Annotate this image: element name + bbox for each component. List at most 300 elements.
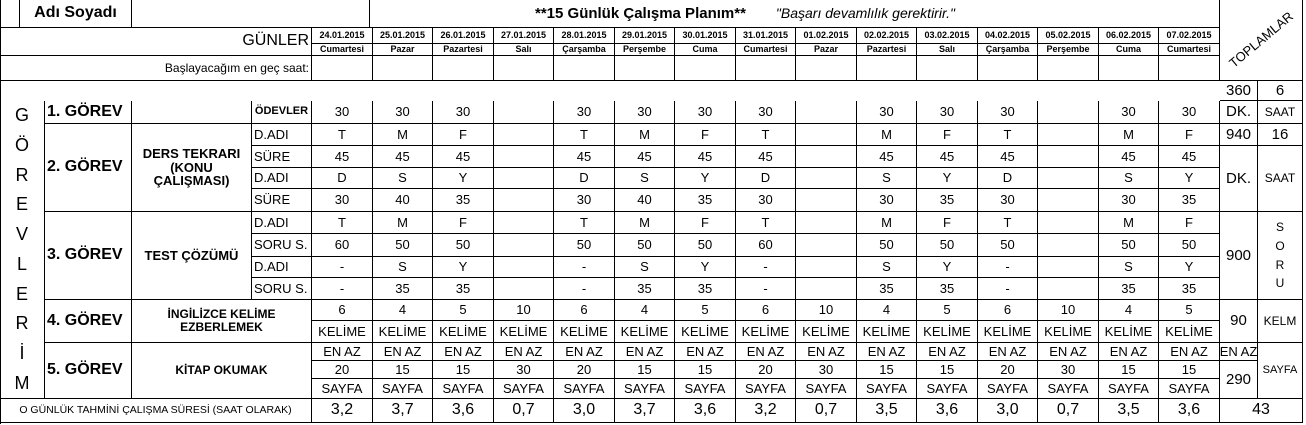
task2-value[interactable]: F [917, 124, 978, 146]
footer-value: 3,6 [917, 399, 978, 423]
task5-value[interactable]: 15 [1159, 361, 1220, 379]
task3-value[interactable] [1038, 212, 1099, 234]
side-letter: V [15, 224, 28, 245]
task2-value[interactable] [796, 189, 857, 212]
task5-prefix: EN AZ [554, 343, 615, 361]
task5-value[interactable]: 20 [312, 361, 373, 379]
task2-value[interactable]: 40 [615, 189, 675, 212]
task5-total-prefix: EN AZ [1220, 343, 1258, 361]
task2-value[interactable]: 45 [978, 146, 1038, 168]
start-time-input[interactable] [615, 56, 675, 81]
day-date: 24.01.2015 [312, 28, 373, 44]
task3-value[interactable]: S [857, 257, 917, 278]
task3-row-label: SORU S. [252, 234, 312, 257]
task3-value[interactable]: 60 [736, 234, 796, 257]
task5-unit: SAYFA [978, 379, 1038, 399]
task4-value[interactable]: 10 [1038, 300, 1099, 321]
start-time-input[interactable] [554, 56, 615, 81]
task2-name: 2. GÖREV [45, 124, 132, 212]
task5-prefix: EN AZ [1159, 343, 1220, 361]
task2-value[interactable]: 45 [736, 146, 796, 168]
day-name: Salı [917, 44, 978, 56]
task5-value[interactable]: 30 [1038, 361, 1099, 379]
task2-value[interactable]: M [1099, 124, 1159, 146]
task1-value[interactable]: 30 [1159, 101, 1220, 124]
task1-title-empty [132, 101, 252, 124]
task3-value[interactable] [1038, 257, 1099, 278]
task4-value[interactable]: 10 [796, 300, 857, 321]
start-time-input[interactable] [433, 56, 494, 81]
task3-value[interactable]: F [1159, 212, 1220, 234]
task5-prefix: EN AZ [917, 343, 978, 361]
task4-value[interactable]: 6 [736, 300, 796, 321]
task3-unit-letter: O [1275, 238, 1285, 253]
task3-value[interactable]: 50 [857, 234, 917, 257]
task2-value[interactable]: 30 [312, 189, 373, 212]
day-date: 31.01.2015 [736, 28, 796, 44]
task5-unit: SAYFA [433, 379, 494, 399]
totals-label: TOPLAMLAR [1225, 8, 1296, 71]
task3-name: 3. GÖREV [45, 212, 132, 300]
footer-value: 3,2 [312, 399, 373, 423]
task2-value[interactable] [494, 189, 554, 212]
task3-row-label: SORU S. [252, 278, 312, 300]
day-name: Perşembe [1038, 44, 1099, 56]
task2-value[interactable]: 45 [1159, 146, 1220, 168]
task3-value[interactable]: S [373, 257, 433, 278]
start-time-input[interactable] [312, 56, 373, 81]
name-input-cell[interactable] [132, 0, 370, 28]
task3-value[interactable]: T [554, 212, 615, 234]
task4-value[interactable]: 4 [857, 300, 917, 321]
task3-value[interactable]: - [312, 278, 373, 300]
start-time-input[interactable] [1099, 56, 1159, 81]
task1-hours-unit: SAAT [1258, 101, 1303, 124]
task1-value[interactable] [796, 101, 857, 124]
task4-unit: KELİME [615, 321, 675, 343]
task4-value[interactable]: 5 [1159, 300, 1220, 321]
task2-value[interactable]: 30 [857, 189, 917, 212]
task3-value[interactable]: 60 [312, 234, 373, 257]
task4-value[interactable]: 5 [917, 300, 978, 321]
day-name: Pazartesi [433, 44, 494, 56]
side-letter: Ö [14, 135, 29, 156]
task2-value[interactable]: 45 [312, 146, 373, 168]
task5-value[interactable]: 20 [978, 361, 1038, 379]
task3-value[interactable]: 35 [675, 278, 736, 300]
task5-total: 290 [1220, 361, 1258, 399]
task5-name: 5. GÖREV [45, 343, 132, 399]
plan-title-row [370, 0, 1220, 28]
task2-value[interactable]: 35 [675, 189, 736, 212]
task3-value[interactable]: Y [675, 257, 736, 278]
task3-value[interactable]: M [373, 212, 433, 234]
task2-value[interactable]: D [312, 168, 373, 189]
task2-value[interactable]: 30 [736, 189, 796, 212]
task3-value[interactable] [1038, 234, 1099, 257]
task1-name: 1. GÖREV [45, 101, 132, 124]
task2-value[interactable]: D [736, 168, 796, 189]
task3-value[interactable]: T [736, 212, 796, 234]
start-time-label: Başlayacağım en geç saat: [0, 56, 312, 81]
task2-row-label: D.ADI [252, 168, 312, 189]
day-name: Cumartesi [1159, 44, 1220, 56]
task2-value[interactable]: 45 [615, 146, 675, 168]
task4-total-unit: KELM [1258, 300, 1303, 343]
task5-prefix: EN AZ [615, 343, 675, 361]
task3-value[interactable]: S [1099, 257, 1159, 278]
task2-value[interactable] [494, 124, 554, 146]
task2-value[interactable]: F [433, 124, 494, 146]
day-name: Çarşamba [554, 44, 615, 56]
task3-value[interactable]: - [978, 278, 1038, 300]
task5-unit: SAYFA [494, 379, 554, 399]
task4-value[interactable]: 10 [494, 300, 554, 321]
day-name: Pazar [373, 44, 433, 56]
task4-unit: KELİME [675, 321, 736, 343]
task4-unit: KELİME [1099, 321, 1159, 343]
gunler-label: GÜNLER [0, 28, 312, 56]
day-date: 06.02.2015 [1099, 28, 1159, 44]
footer-value: 3,5 [1099, 399, 1159, 423]
task2-value[interactable]: T [978, 124, 1038, 146]
task5-unit: SAYFA [615, 379, 675, 399]
task2-value[interactable]: M [615, 124, 675, 146]
task3-value[interactable]: 35 [373, 278, 433, 300]
footer-total: 43 [1220, 399, 1303, 423]
day-date: 26.01.2015 [433, 28, 494, 44]
task5-unit: SAYFA [1038, 379, 1099, 399]
task2-value[interactable] [796, 146, 857, 168]
day-name: Cumartesi [312, 44, 373, 56]
footer-value: 3,7 [373, 399, 433, 423]
task5-prefix: EN AZ [1099, 343, 1159, 361]
footer-value: 3,6 [433, 399, 494, 423]
task4-unit: KELİME [433, 321, 494, 343]
start-time-input[interactable] [1038, 56, 1099, 81]
task2-value[interactable]: S [615, 168, 675, 189]
task2-value[interactable] [1038, 124, 1099, 146]
day-name: Cumartesi [736, 44, 796, 56]
footer-value: 3,2 [736, 399, 796, 423]
task4-value[interactable]: 6 [554, 300, 615, 321]
side-letter: E [15, 283, 28, 304]
task5-unit: SAYFA [917, 379, 978, 399]
task2-value[interactable] [494, 168, 554, 189]
task3-value[interactable] [796, 278, 857, 300]
task3-row-label: D.ADI [252, 212, 312, 234]
task5-value[interactable]: 15 [917, 361, 978, 379]
task2-value[interactable]: S [857, 168, 917, 189]
task3-title: TEST ÇÖZÜMÜ [132, 212, 252, 300]
task2-value[interactable] [1038, 189, 1099, 212]
totals-header [1220, 0, 1303, 81]
task2-total-hours: 16 [1258, 124, 1303, 146]
task4-value[interactable]: 4 [615, 300, 675, 321]
task3-value[interactable]: 35 [615, 278, 675, 300]
task4-unit: KELİME [554, 321, 615, 343]
task3-value[interactable] [494, 278, 554, 300]
task3-value[interactable]: - [736, 257, 796, 278]
start-time-input[interactable] [917, 56, 978, 81]
task3-value[interactable]: T [978, 212, 1038, 234]
day-date: 28.01.2015 [554, 28, 615, 44]
task3-unit-letter: U [1275, 276, 1285, 291]
task2-value[interactable]: 35 [433, 189, 494, 212]
task3-value[interactable]: F [917, 212, 978, 234]
day-date: 02.02.2015 [857, 28, 917, 44]
task5-value[interactable]: 15 [1099, 361, 1159, 379]
task3-value[interactable]: - [736, 278, 796, 300]
task4-value[interactable]: 4 [1099, 300, 1159, 321]
task3-value[interactable] [494, 257, 554, 278]
task2-value[interactable] [494, 146, 554, 168]
task3-value[interactable]: 50 [373, 234, 433, 257]
task2-value[interactable]: 30 [978, 189, 1038, 212]
task2-value[interactable] [1038, 168, 1099, 189]
task4-unit: KELİME [1159, 321, 1220, 343]
day-name: Salı [494, 44, 554, 56]
task1-value[interactable]: 30 [615, 101, 675, 124]
task2-value[interactable]: 45 [917, 146, 978, 168]
task3-value[interactable]: Y [917, 257, 978, 278]
footer-value: 3,6 [1159, 399, 1220, 423]
task1-sub: ÖDEVLER [252, 101, 312, 124]
footer-value: 3,6 [675, 399, 736, 423]
task2-value[interactable]: 30 [1099, 189, 1159, 212]
task5-prefix: EN AZ [978, 343, 1038, 361]
task3-value[interactable]: 50 [1099, 234, 1159, 257]
task3-value[interactable] [494, 212, 554, 234]
task4-value[interactable]: 5 [433, 300, 494, 321]
task3-value[interactable] [796, 257, 857, 278]
task2-value[interactable]: 35 [917, 189, 978, 212]
task5-prefix: EN AZ [1038, 343, 1099, 361]
task1-value[interactable]: 30 [917, 101, 978, 124]
day-name: Pazartesi [857, 44, 917, 56]
task5-unit: SAYFA [736, 379, 796, 399]
task2-value[interactable]: M [373, 124, 433, 146]
task2-value[interactable]: D [978, 168, 1038, 189]
task1-value[interactable]: 30 [433, 101, 494, 124]
day-date: 03.02.2015 [917, 28, 978, 44]
start-time-input[interactable] [675, 56, 736, 81]
task3-value[interactable]: 50 [433, 234, 494, 257]
task5-total-unit: SAYFA [1258, 343, 1303, 399]
task5-prefix: EN AZ [433, 343, 494, 361]
task5-value[interactable]: 20 [554, 361, 615, 379]
task3-value[interactable]: 35 [857, 278, 917, 300]
footer-value: 3,0 [978, 399, 1038, 423]
task5-value[interactable]: 15 [433, 361, 494, 379]
plan-title: **15 Günlük Çalışma Planım** [535, 4, 746, 22]
task3-value[interactable]: 50 [917, 234, 978, 257]
task5-unit: SAYFA [675, 379, 736, 399]
task4-value[interactable]: 5 [675, 300, 736, 321]
task3-value[interactable]: Y [1159, 257, 1220, 278]
day-name: Cuma [675, 44, 736, 56]
task3-value[interactable]: M [857, 212, 917, 234]
task2-value[interactable]: M [857, 124, 917, 146]
task2-value[interactable] [1038, 146, 1099, 168]
task3-value[interactable]: 35 [1159, 278, 1220, 300]
task5-value[interactable]: 15 [615, 361, 675, 379]
start-time-input[interactable] [494, 56, 554, 81]
task4-unit: KELİME [373, 321, 433, 343]
task3-value[interactable]: 35 [917, 278, 978, 300]
task2-value[interactable]: F [675, 124, 736, 146]
task1-value[interactable]: 30 [1099, 101, 1159, 124]
task5-prefix: EN AZ [796, 343, 857, 361]
task1-total-minutes: 360 [1220, 81, 1258, 101]
task2-value[interactable]: 45 [554, 146, 615, 168]
start-time-input[interactable] [373, 56, 433, 81]
task3-value[interactable]: - [312, 257, 373, 278]
task1-value[interactable]: 30 [554, 101, 615, 124]
day-name: Cuma [1099, 44, 1159, 56]
task2-value[interactable]: T [312, 124, 373, 146]
task4-value[interactable]: 6 [312, 300, 373, 321]
task3-value[interactable]: 35 [433, 278, 494, 300]
task2-value[interactable]: Y [433, 168, 494, 189]
task3-total: 900 [1220, 212, 1258, 300]
side-letter: E [15, 194, 28, 215]
task3-value[interactable] [494, 234, 554, 257]
task3-unit-letter: R [1275, 257, 1285, 272]
task4-value[interactable]: 4 [373, 300, 433, 321]
side-letter: R [15, 313, 29, 334]
footer-value: 0,7 [494, 399, 554, 423]
task2-value[interactable] [796, 124, 857, 146]
day-date: 07.02.2015 [1159, 28, 1220, 44]
day-date: 04.02.2015 [978, 28, 1038, 44]
task3-value[interactable] [796, 212, 857, 234]
task3-value[interactable]: 50 [675, 234, 736, 257]
footer-value: 3,0 [554, 399, 615, 423]
task1-value[interactable] [1038, 101, 1099, 124]
day-date: 27.01.2015 [494, 28, 554, 44]
task2-value[interactable]: 30 [554, 189, 615, 212]
day-date: 29.01.2015 [615, 28, 675, 44]
task2-value[interactable]: S [373, 168, 433, 189]
task3-value[interactable]: 50 [615, 234, 675, 257]
task5-unit: SAYFA [554, 379, 615, 399]
task3-value[interactable]: - [554, 278, 615, 300]
task5-value[interactable]: 30 [494, 361, 554, 379]
task1-value[interactable]: 30 [857, 101, 917, 124]
task5-value[interactable]: 15 [675, 361, 736, 379]
task4-unit: KELİME [857, 321, 917, 343]
task1-value[interactable]: 30 [736, 101, 796, 124]
side-letter: G [14, 105, 29, 126]
task2-value[interactable]: T [736, 124, 796, 146]
start-time-input[interactable] [796, 56, 857, 81]
task5-unit: SAYFA [1159, 379, 1220, 399]
task3-value[interactable]: F [675, 212, 736, 234]
side-letter: R [15, 164, 29, 185]
footer-value: 0,7 [1038, 399, 1099, 423]
day-date: 05.02.2015 [1038, 28, 1099, 44]
task2-value[interactable]: 45 [675, 146, 736, 168]
task3-value[interactable] [796, 234, 857, 257]
task2-value[interactable]: Y [917, 168, 978, 189]
task2-value[interactable]: Y [675, 168, 736, 189]
start-time-input[interactable] [736, 56, 796, 81]
task1-value[interactable]: 30 [675, 101, 736, 124]
day-name: Pazar [796, 44, 857, 56]
task2-row-label: SÜRE [252, 146, 312, 168]
task4-total: 90 [1220, 300, 1258, 343]
corner-cell [0, 0, 20, 28]
task3-value[interactable]: S [615, 257, 675, 278]
task3-value[interactable]: 35 [1099, 278, 1159, 300]
task2-value[interactable]: Y [1159, 168, 1220, 189]
task2-value[interactable]: 45 [373, 146, 433, 168]
task2-total-minutes: 940 [1220, 124, 1258, 146]
gorevlerim-label [0, 101, 45, 399]
task2-title: DERS TEKRARI (KONU ÇALIŞMASI) [132, 124, 252, 212]
task3-value[interactable] [1038, 278, 1099, 300]
task2-value[interactable]: 35 [1159, 189, 1220, 212]
task1-total-hours: 6 [1258, 81, 1303, 101]
task3-value[interactable]: T [312, 212, 373, 234]
task5-value[interactable]: 20 [736, 361, 796, 379]
task5-value[interactable]: 15 [373, 361, 433, 379]
task3-value[interactable]: 50 [554, 234, 615, 257]
start-time-input[interactable] [1159, 56, 1220, 81]
task4-unit: KELİME [978, 321, 1038, 343]
task3-value[interactable]: Y [433, 257, 494, 278]
task1-value[interactable]: 30 [978, 101, 1038, 124]
task4-unit: KELİME [796, 321, 857, 343]
task2-value[interactable]: 40 [373, 189, 433, 212]
task2-value[interactable]: 45 [857, 146, 917, 168]
task2-value[interactable]: D [554, 168, 615, 189]
task1-value[interactable]: 30 [373, 101, 433, 124]
side-letter: M [14, 372, 30, 393]
task5-prefix: EN AZ [494, 343, 554, 361]
task2-value[interactable]: F [1159, 124, 1220, 146]
start-time-input[interactable] [857, 56, 917, 81]
day-date: 01.02.2015 [796, 28, 857, 44]
task3-value[interactable]: 50 [1159, 234, 1220, 257]
task1-value[interactable]: 30 [312, 101, 373, 124]
task5-value[interactable]: 15 [857, 361, 917, 379]
task5-value[interactable]: 30 [796, 361, 857, 379]
task5-unit: SAYFA [373, 379, 433, 399]
task3-value[interactable]: - [978, 257, 1038, 278]
task4-unit: KELİME [917, 321, 978, 343]
task5-unit: SAYFA [857, 379, 917, 399]
task1-minutes-unit: DK. [1220, 101, 1258, 124]
task2-value[interactable]: S [1099, 168, 1159, 189]
task3-value[interactable]: - [554, 257, 615, 278]
task1-value[interactable] [494, 101, 554, 124]
task3-value[interactable]: F [433, 212, 494, 234]
task3-value[interactable]: M [1099, 212, 1159, 234]
task4-value[interactable]: 6 [978, 300, 1038, 321]
task5-prefix: EN AZ [675, 343, 736, 361]
start-time-input[interactable] [978, 56, 1038, 81]
task2-value[interactable]: T [554, 124, 615, 146]
task3-value[interactable]: M [615, 212, 675, 234]
task3-value[interactable]: 50 [978, 234, 1038, 257]
task2-value[interactable] [796, 168, 857, 189]
task2-value[interactable]: 45 [1099, 146, 1159, 168]
task2-row-label: D.ADI [252, 124, 312, 146]
task2-value[interactable]: 45 [433, 146, 494, 168]
task5-prefix: EN AZ [373, 343, 433, 361]
